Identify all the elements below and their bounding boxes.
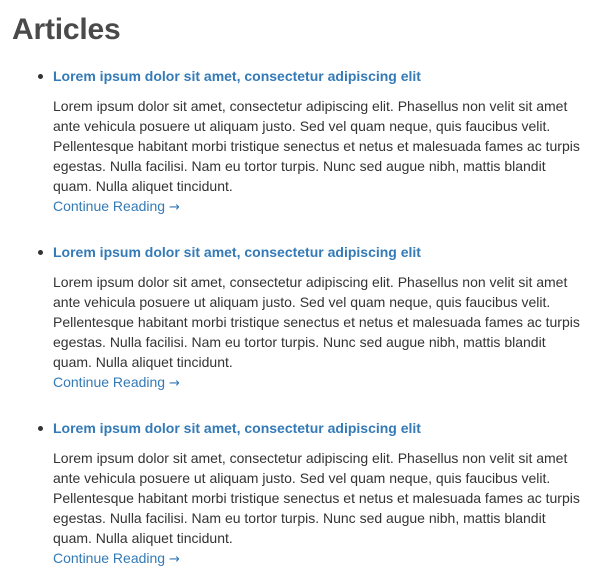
article-excerpt: Lorem ipsum dolor sit amet, consectetur adipiscing elit. Phasellus non velit sit amet ante vehicula posuere ut aliquam justo. Sed vel quam neque, quis faucibus velit. Pellentesque habitant morbi tristique senectus et netus et malesuada fames ac turpis egestas. Nulla facilisi. Nam eu tortor turpis. Nunc sed augue nibh, mattis blandit quam. Nulla aliquet tincidunt. [53,274,580,370]
continue-reading-link[interactable] [53,196,180,218]
list-item [53,242,601,394]
continue-reading-link[interactable] [53,372,180,394]
page-title: Articles [12,13,121,46]
list-item [53,66,601,218]
arrow-right-icon: → [168,200,180,215]
arrow-right-icon: → [168,376,180,391]
continue-reading-link[interactable] [53,548,180,570]
arrow-right-icon: → [168,552,180,567]
article-list [12,66,601,570]
continue-reading-label: Continue Reading [53,198,166,214]
article-title-link[interactable]: Lorem ipsum dolor sit amet, consectetur adipiscing elit [53,420,421,436]
list-item [53,418,601,570]
article-title-link[interactable]: Lorem ipsum dolor sit amet, consectetur adipiscing elit [53,68,421,84]
article-excerpt: Lorem ipsum dolor sit amet, consectetur adipiscing elit. Phasellus non velit sit amet ante vehicula posuere ut aliquam justo. Sed vel quam neque, quis faucibus velit. Pellentesque habitant morbi tristique senectus et netus et malesuada fames ac turpis egestas. Nulla facilisi. Nam eu tortor turpis. Nunc sed augue nibh, mattis blandit quam. Nulla aliquet tincidunt. [53,450,580,546]
continue-reading-label: Continue Reading [53,374,166,390]
article-title-link[interactable]: Lorem ipsum dolor sit amet, consectetur adipiscing elit [53,244,421,260]
article-excerpt: Lorem ipsum dolor sit amet, consectetur adipiscing elit. Phasellus non velit sit amet ante vehicula posuere ut aliquam justo. Sed vel quam neque, quis faucibus velit. Pellentesque habitant morbi tristique senectus et netus et malesuada fames ac turpis egestas. Nulla facilisi. Nam eu tortor turpis. Nunc sed augue nibh, mattis blandit quam. Nulla aliquet tincidunt. [53,98,580,194]
continue-reading-label: Continue Reading [53,550,166,566]
